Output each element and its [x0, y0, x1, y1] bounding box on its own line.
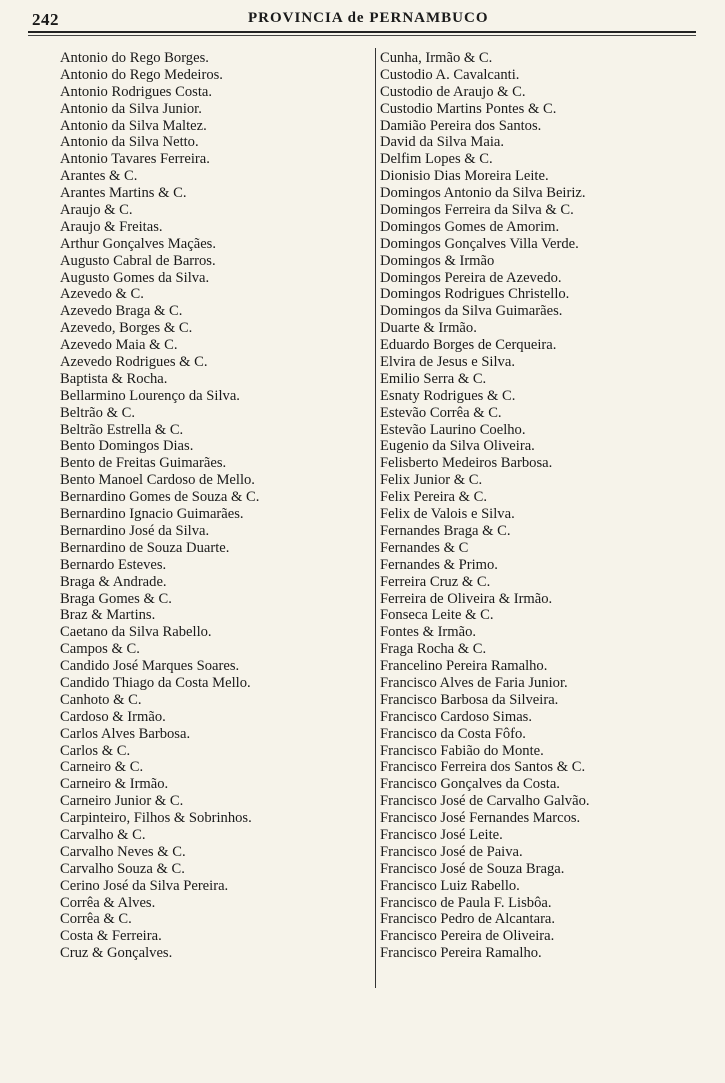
directory-entry: Cruz & Gonçalves.: [60, 945, 173, 962]
directory-entry: Baptista & Rocha.: [60, 370, 168, 387]
directory-entry: Araujo & Freitas.: [60, 218, 163, 235]
directory-entry: Ferreira Cruz & C.: [380, 573, 491, 590]
directory-entry: Carvalho Souza & C.: [60, 860, 185, 877]
running-title: PROVINCIA de PERNAMBUCO: [248, 10, 489, 26]
directory-entry: Bernardino Ignacio Guimarães.: [60, 506, 244, 523]
directory-entry: Estevão Corrêa & C.: [380, 404, 502, 421]
directory-entry: Azevedo Rodrigues & C.: [60, 354, 208, 371]
directory-entry: Fraga Rocha & C.: [380, 641, 487, 658]
directory-entry: Francelino Pereira Ramalho.: [380, 658, 548, 675]
directory-entry: Francisco Gonçalves da Costa.: [380, 776, 560, 793]
header-rule: [28, 31, 696, 33]
directory-entry: Francisco Pereira Ramalho.: [380, 945, 542, 962]
directory-entry: Fontes & Irmão.: [380, 624, 477, 641]
directory-entry: Domingos Ferreira da Silva & C.: [380, 202, 574, 219]
directory-entry: Corrêa & C.: [60, 911, 132, 928]
directory-entry: Antonio da Silva Maltez.: [60, 117, 207, 134]
column-divider: [375, 48, 376, 988]
directory-entry: Felix Junior & C.: [380, 472, 483, 489]
directory-entry: Fernandes & Primo.: [380, 556, 498, 573]
directory-entry: Bernardino José da Silva.: [60, 522, 210, 539]
directory-entry: Carlos Alves Barbosa.: [60, 725, 191, 742]
directory-entry: Bento Manoel Cardoso de Mello.: [60, 472, 255, 489]
directory-entry: Emilio Serra & C.: [380, 370, 487, 387]
directory-entry: Beltrão Estrella & C.: [60, 421, 184, 438]
directory-entry: Carvalho Neves & C.: [60, 843, 186, 860]
directory-entry: Bellarmino Lourenço da Silva.: [60, 387, 240, 404]
directory-entry: Domingos da Silva Guimarães.: [380, 303, 563, 320]
directory-entry: Cerino José da Silva Pereira.: [60, 877, 229, 894]
directory-entry: Bento de Freitas Guimarães.: [60, 455, 227, 472]
directory-entry: Felisberto Medeiros Barbosa.: [380, 455, 553, 472]
page-header: [28, 6, 698, 32]
directory-entry: Augusto Cabral de Barros.: [60, 252, 216, 269]
directory-entry: Elvira de Jesus e Silva.: [380, 354, 515, 371]
directory-entry: Delfim Lopes & C.: [380, 151, 493, 168]
directory-entry: Domingos Rodrigues Christello.: [380, 286, 570, 303]
directory-entry: Francisco José de Paiva.: [380, 843, 523, 860]
directory-entry: Francisco José de Souza Braga.: [380, 860, 565, 877]
page-number: 242: [32, 10, 59, 29]
directory-entry: Fernandes Braga & C.: [380, 522, 511, 539]
directory-entry: Francisco Pereira de Oliveira.: [380, 928, 555, 945]
directory-entry: Arthur Gonçalves Maçães.: [60, 235, 217, 252]
directory-entry: Beltrão & C.: [60, 404, 135, 421]
directory-entry: Corrêa & Alves.: [60, 894, 156, 911]
directory-entry: Azevedo Braga & C.: [60, 303, 183, 320]
right-column: [380, 50, 700, 962]
directory-entry: Arantes & C.: [60, 168, 138, 185]
directory-entry: Custodio Martins Pontes & C.: [380, 100, 557, 117]
directory-entry: Estevão Laurino Coelho.: [380, 421, 526, 438]
directory-entry: Candido Thiago da Costa Mello.: [60, 674, 251, 691]
directory-entry: Braga & Andrade.: [60, 573, 167, 590]
directory-entry: Domingos & Irmão: [380, 252, 495, 269]
directory-entry: Francisco da Costa Fôfo.: [380, 725, 526, 742]
directory-entry: Cardoso & Irmão.: [60, 708, 166, 725]
directory-entry: Bernardino de Souza Duarte.: [60, 539, 230, 556]
directory-entry: Francisco José Leite.: [380, 826, 503, 843]
left-column: [60, 50, 370, 962]
directory-entry: Azevedo Maia & C.: [60, 337, 178, 354]
header-rule-thin: [28, 35, 696, 36]
directory-entry: Francisco Ferreira dos Santos & C.: [380, 759, 586, 776]
directory-entry: Braga Gomes & C.: [60, 590, 172, 607]
directory-entry: Arantes Martins & C.: [60, 185, 187, 202]
directory-entry: Carneiro Junior & C.: [60, 793, 184, 810]
directory-entry: Costa & Ferreira.: [60, 928, 162, 945]
directory-entry: Carneiro & Irmão.: [60, 776, 169, 793]
directory-entry: Bento Domingos Dias.: [60, 438, 194, 455]
directory-entry: Domingos Gonçalves Villa Verde.: [380, 235, 579, 252]
directory-entry: Francisco Barbosa da Silveira.: [380, 691, 559, 708]
directory-entry: Francisco Alves de Faria Junior.: [380, 674, 568, 691]
directory-entry: Domingos Antonio da Silva Beiriz.: [380, 185, 586, 202]
directory-entry: Duarte & Irmão.: [380, 320, 477, 337]
directory-entry: Augusto Gomes da Silva.: [60, 269, 210, 286]
directory-entry: Antonio do Rego Medeiros.: [60, 66, 223, 83]
directory-entry: Carlos & C.: [60, 742, 131, 759]
directory-entry: Domingos Gomes de Amorim.: [380, 218, 560, 235]
directory-entry: Azevedo, Borges & C.: [60, 320, 193, 337]
directory-entry: Antonio da Silva Junior.: [60, 100, 202, 117]
directory-entry: Carpinteiro, Filhos & Sobrinhos.: [60, 810, 252, 827]
directory-entry: Cunha, Irmão & C.: [380, 50, 493, 66]
directory-entry: Francisco de Paula F. Lisbôa.: [380, 894, 552, 911]
directory-entry: Custodio A. Cavalcanti.: [380, 66, 520, 83]
directory-entry: Fernandes & C: [380, 539, 469, 556]
directory-entry: Canhoto & C.: [60, 691, 142, 708]
directory-entry: Eduardo Borges de Cerqueira.: [380, 337, 557, 354]
directory-entry: Felix de Valois e Silva.: [380, 506, 515, 523]
directory-entry: Felix Pereira & C.: [380, 489, 488, 506]
directory-entry: Francisco Pedro de Alcantara.: [380, 911, 556, 928]
directory-entry: Francisco Cardoso Simas.: [380, 708, 533, 725]
directory-entry: Caetano da Silva Rabello.: [60, 624, 212, 641]
directory-entry: Bernardino Gomes de Souza & C.: [60, 489, 260, 506]
directory-entry: Francisco José Fernandes Marcos.: [380, 810, 581, 827]
directory-entry: Bernardo Esteves.: [60, 556, 167, 573]
directory-entry: Francisco Luiz Rabello.: [380, 877, 520, 894]
directory-entry: Antonio Tavares Ferreira.: [60, 151, 210, 168]
directory-entry: Dionisio Dias Moreira Leite.: [380, 168, 549, 185]
directory-entry: Antonio da Silva Netto.: [60, 134, 199, 151]
directory-entry: Braz & Martins.: [60, 607, 156, 624]
directory-entry: Campos & C.: [60, 641, 140, 658]
directory-entry: Domingos Pereira de Azevedo.: [380, 269, 562, 286]
directory-entry: Azevedo & C.: [60, 286, 144, 303]
directory-entry: Damião Pereira dos Santos.: [380, 117, 542, 134]
directory-entry: Custodio de Araujo & C.: [380, 83, 526, 100]
directory-entry: David da Silva Maia.: [380, 134, 505, 151]
directory-entry: Araujo & C.: [60, 202, 133, 219]
directory-entry: Francisco José de Carvalho Galvão.: [380, 793, 590, 810]
directory-entry: Fonseca Leite & C.: [380, 607, 494, 624]
directory-entry: Antonio Rodrigues Costa.: [60, 83, 213, 100]
directory-entry: Ferreira de Oliveira & Irmão.: [380, 590, 553, 607]
directory-entry: Francisco Fabião do Monte.: [380, 742, 544, 759]
directory-entry: Carvalho & C.: [60, 826, 146, 843]
directory-entry: Eugenio da Silva Oliveira.: [380, 438, 535, 455]
directory-entry: Esnaty Rodrigues & C.: [380, 387, 516, 404]
directory-entry: Candido José Marques Soares.: [60, 658, 240, 675]
directory-entry: Carneiro & C.: [60, 759, 144, 776]
directory-entry: Antonio do Rego Borges.: [60, 50, 209, 66]
